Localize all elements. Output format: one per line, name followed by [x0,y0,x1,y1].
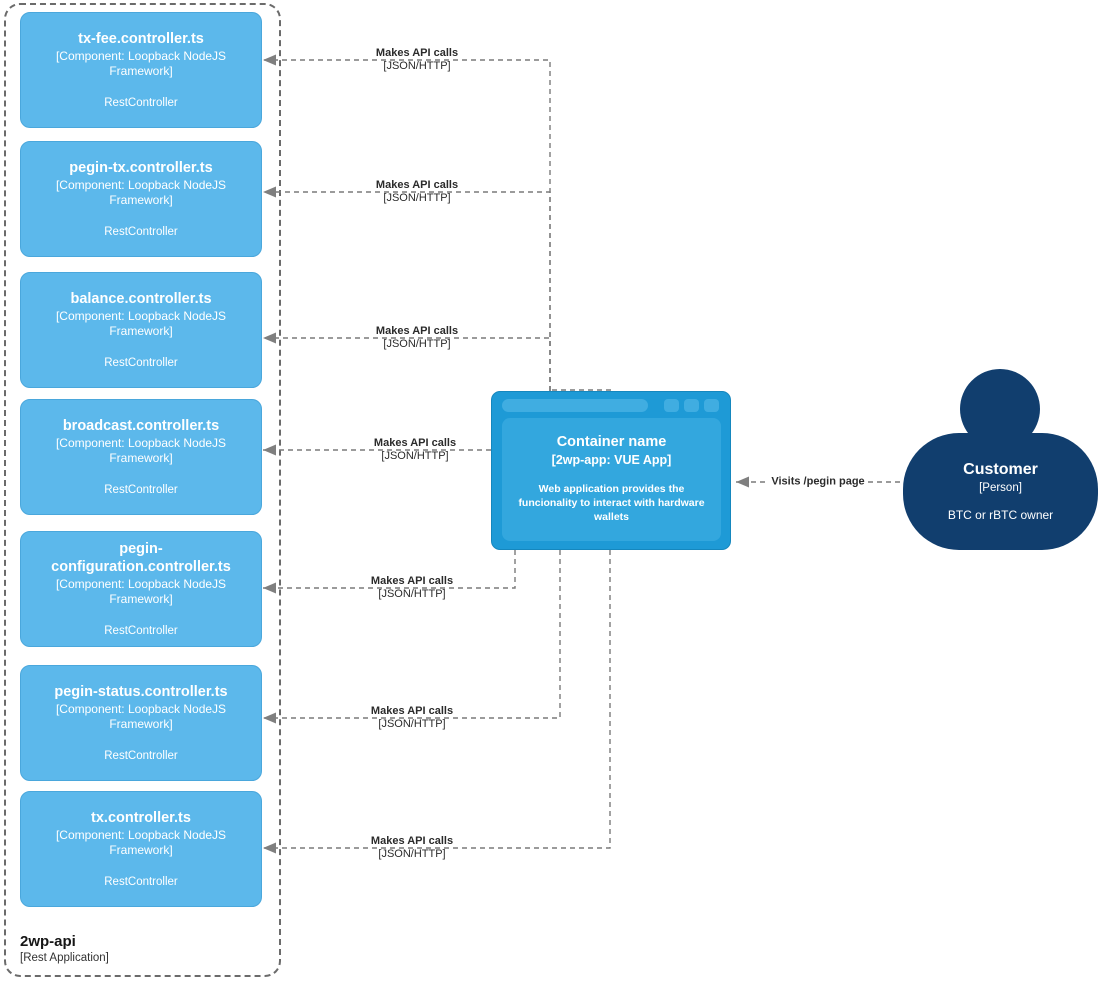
component-role: RestController [104,484,178,496]
person-description: BTC or rBTC owner [947,508,1054,522]
container-2wp-app[interactable] [491,391,731,550]
component-role: RestController [104,357,178,369]
component-balance-controller[interactable] [20,272,262,388]
edge-label-protocol: [JSON/HTTP] [383,192,451,204]
component-role: RestController [104,750,178,762]
component-tx-controller[interactable] [20,791,262,907]
component-name: tx.controller.ts [91,810,191,826]
edge-label-text: Visits /pegin page [768,476,867,489]
browser-button-shape [704,399,719,412]
person-customer[interactable] [903,433,1098,550]
person-type: [Person] [979,482,1022,494]
component-name: tx-fee.controller.ts [78,31,204,47]
container-subtitle: [2wp-app: VUE App] [551,453,672,467]
component-pegin-configuration-controller[interactable] [20,531,262,647]
edge-label-api-calls [374,437,456,463]
component-meta: [Component: Loopback NodeJS Framework] [55,828,227,857]
edge-label-api-calls [371,575,453,601]
edge-label-text: Makes API calls [370,575,454,587]
edge-label-protocol: [JSON/HTTP] [378,718,446,730]
component-role: RestController [104,625,178,637]
component-meta: [Component: Loopback NodeJS Framework] [55,309,227,338]
edge-label-protocol: [JSON/HTTP] [383,338,451,350]
edge-label-text: Makes API calls [373,437,457,449]
edge-label-text: Makes API calls [375,179,459,191]
component-name: pegin-status.controller.ts [54,684,228,700]
component-meta: [Component: Loopback NodeJS Framework] [55,49,227,78]
component-meta: [Component: Loopback NodeJS Framework] [55,577,227,606]
component-name: pegin-tx.controller.ts [69,160,213,176]
edge-label-api-calls [371,835,453,861]
component-name: broadcast.controller.ts [62,418,220,434]
edge-label-api-calls [376,179,458,205]
edge-label-protocol: [JSON/HTTP] [381,450,449,462]
component-role: RestController [104,97,178,109]
boundary-label [20,933,109,965]
container-body [502,418,721,541]
container-description: Web application provides the funcionality to interact with hardware wallets [518,483,705,523]
component-meta: [Component: Loopback NodeJS Framework] [55,178,227,207]
container-title: Container name [556,434,667,450]
edge-label-text: Makes API calls [375,325,459,337]
boundary-type: [Rest Application] [20,952,109,964]
person-name: Customer [963,461,1038,478]
component-name: pegin-configuration.controller.ts [51,541,231,575]
edge-label-api-calls [376,47,458,73]
edge-label-protocol: [JSON/HTTP] [378,848,446,860]
browser-addressbar-shape [502,399,648,412]
edge-label-api-calls [371,705,453,731]
browser-button-shape [664,399,679,412]
component-role: RestController [104,226,178,238]
browser-button-shape [684,399,699,412]
edge-label-text: Makes API calls [370,705,454,717]
edge-container-to-pegin-tx [263,192,550,391]
component-pegin-tx-controller[interactable] [20,141,262,257]
boundary-name: 2wp-api [20,933,76,950]
component-pegin-status-controller[interactable] [20,665,262,781]
component-meta: [Component: Loopback NodeJS Framework] [55,702,227,731]
component-role: RestController [104,876,178,888]
edge-label-protocol: [JSON/HTTP] [378,588,446,600]
component-tx-fee-controller[interactable] [20,12,262,128]
edge-label-text: Makes API calls [375,47,459,59]
edge-label-protocol: [JSON/HTTP] [383,60,451,72]
component-meta: [Component: Loopback NodeJS Framework] [55,436,227,465]
edge-label-api-calls [376,325,458,351]
component-broadcast-controller[interactable] [20,399,262,515]
edge-label-text: Makes API calls [370,835,454,847]
component-name: balance.controller.ts [70,291,212,307]
edge-label-visits-pegin [768,476,867,489]
